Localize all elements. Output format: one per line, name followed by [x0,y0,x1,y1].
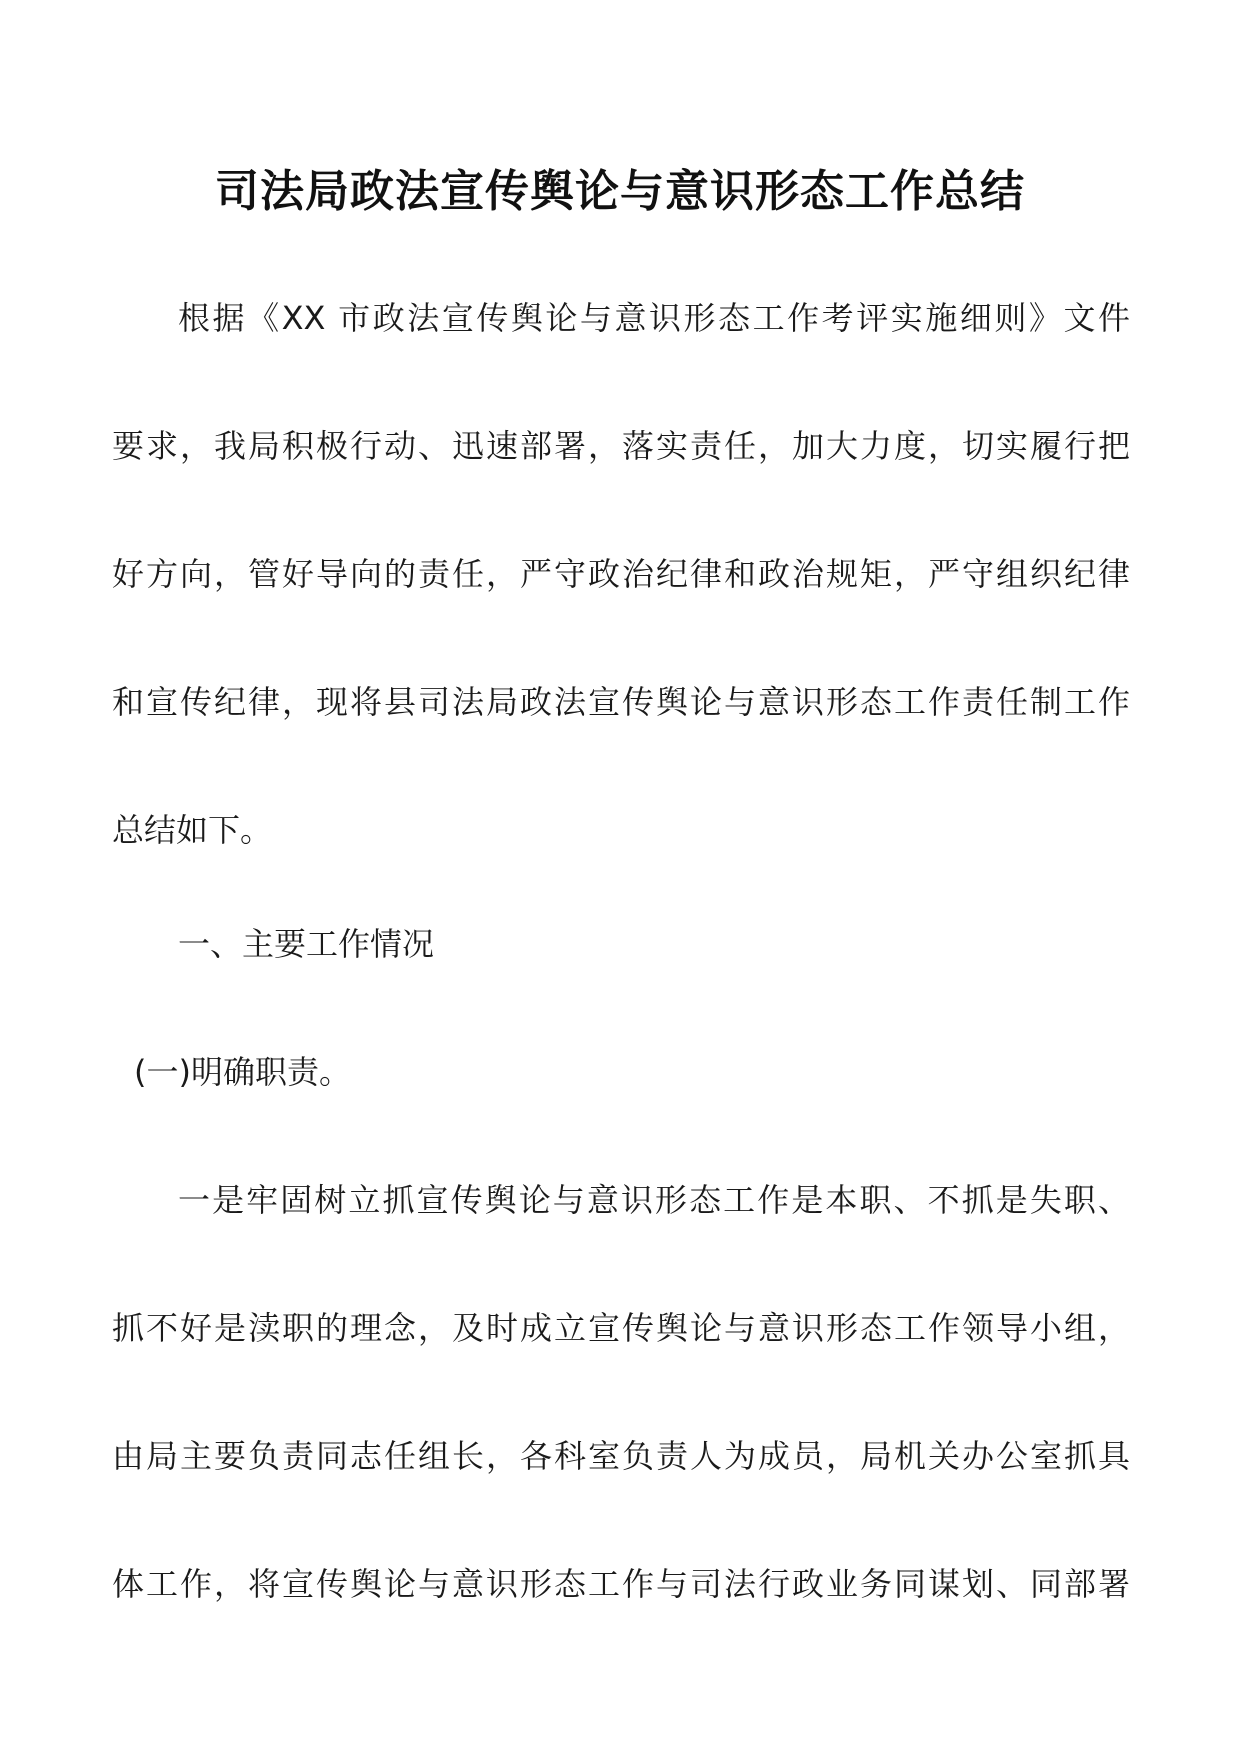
intro-line-5: 总结如下。 [112,811,273,849]
section-heading: 一、主要工作情况 [178,925,435,963]
subsection-heading: (一)明确职责。 [134,1053,351,1091]
body-line-1: 一是牢固树立抓宣传舆论与意识形态工作是本职、不抓是失职、 [178,1181,1130,1219]
intro-line-4: 和宣传纪律，现将县司法局政法宣传舆论与意识形态工作责任制工作 [112,683,1130,721]
body-line-4: 体工作，将宣传舆论与意识形态工作与司法行政业务同谋划、同部署 [112,1565,1130,1603]
body-line-2: 抓不好是渎职的理念，及时成立宣传舆论与意识形态工作领导小组， [112,1309,1130,1347]
body-line-3: 由局主要负责同志任组长，各科室负责人为成员，局机关办公室抓具 [112,1437,1130,1475]
document-title: 司法局政法宣传舆论与意识形态工作总结 [215,166,1025,217]
intro-line-2: 要求，我局积极行动、迅速部署，落实责任，加大力度，切实履行把 [112,427,1130,465]
intro-line-1: 根据《XX 市政法宣传舆论与意识形态工作考评实施细则》文件 [178,299,1130,337]
intro-line-3: 好方向，管好导向的责任，严守政治纪律和政治规矩，严守组织纪律 [112,555,1130,593]
